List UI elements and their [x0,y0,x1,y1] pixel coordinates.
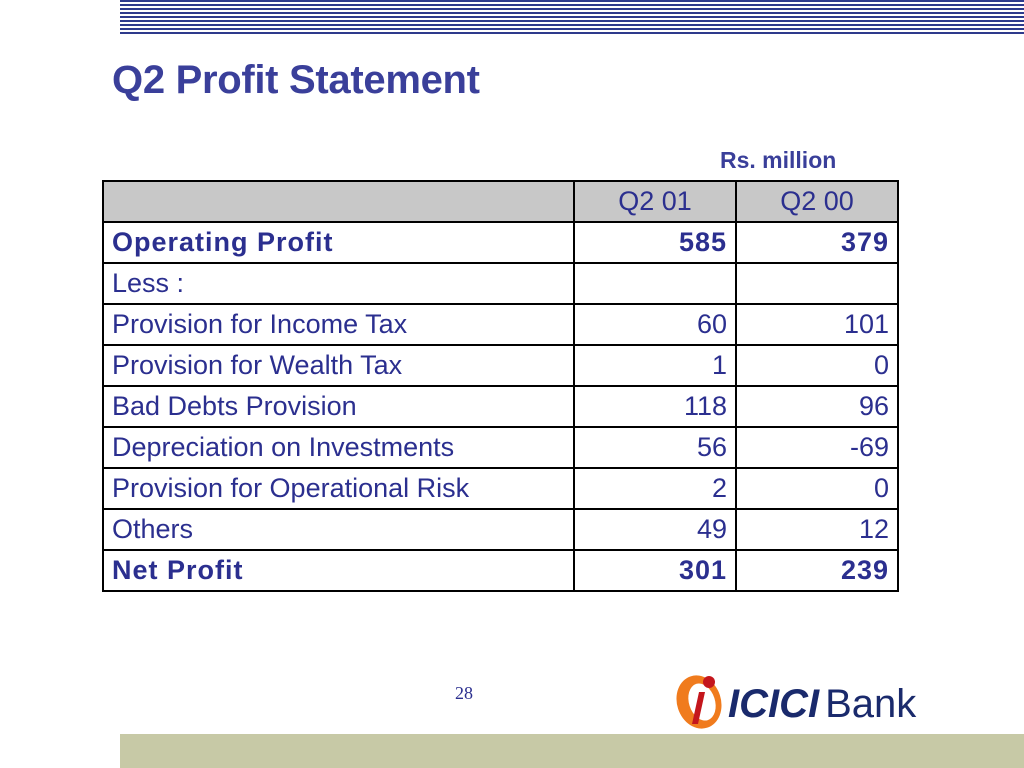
footer-bar-decoration [120,734,1024,768]
row-label: Others [103,509,574,550]
value-q2-00 [736,263,898,304]
value-q2-01 [574,263,736,304]
logo-brand-text: ICICI [728,682,820,726]
table-row-income-tax [103,304,898,345]
logo-wordmark [728,682,916,727]
value-q2-01: 2 [574,468,736,509]
header-stripes-decoration [120,0,1024,34]
header-cell-q2-00: Q2 00 [736,181,898,222]
row-label: Depreciation on Investments [103,427,574,468]
value-q2-01: 60 [574,304,736,345]
value-q2-00: -69 [736,427,898,468]
table-row-operating-profit [103,222,898,263]
header-cell-q2-01: Q2 01 [574,181,736,222]
slide-title: Q2 Profit Statement [112,58,480,102]
icici-swoosh-icon [672,662,732,732]
value-q2-00: 96 [736,386,898,427]
value-q2-00: 239 [736,550,898,591]
value-q2-00: 0 [736,468,898,509]
icici-bank-logo [672,662,992,732]
page-number: 28 [455,683,473,703]
value-q2-00: 12 [736,509,898,550]
table-row-bad-debts [103,386,898,427]
value-q2-01: 1 [574,345,736,386]
table-row-operational-risk [103,468,898,509]
table-header-row [103,181,898,222]
row-label: Provision for Income Tax [103,304,574,345]
value-q2-00: 101 [736,304,898,345]
value-q2-00: 0 [736,345,898,386]
logo-bank-text: Bank [825,682,917,726]
value-q2-01: 118 [574,386,736,427]
table-row-net-profit [103,550,898,591]
row-label: Provision for Wealth Tax [103,345,574,386]
profit-statement-table [102,180,899,592]
value-q2-01: 585 [574,222,736,263]
value-q2-01: 56 [574,427,736,468]
row-label: Provision for Operational Risk [103,468,574,509]
table-row-depreciation [103,427,898,468]
value-q2-01: 301 [574,550,736,591]
table-row-wealth-tax [103,345,898,386]
row-label: Bad Debts Provision [103,386,574,427]
row-label: Operating Profit [103,222,574,263]
value-q2-01: 49 [574,509,736,550]
row-label: Less : [103,263,574,304]
value-q2-00: 379 [736,222,898,263]
unit-label: Rs. million [720,147,837,173]
header-cell-label [103,181,574,222]
row-label: Net Profit [103,550,574,591]
table-row-others [103,509,898,550]
table-row-less [103,263,898,304]
